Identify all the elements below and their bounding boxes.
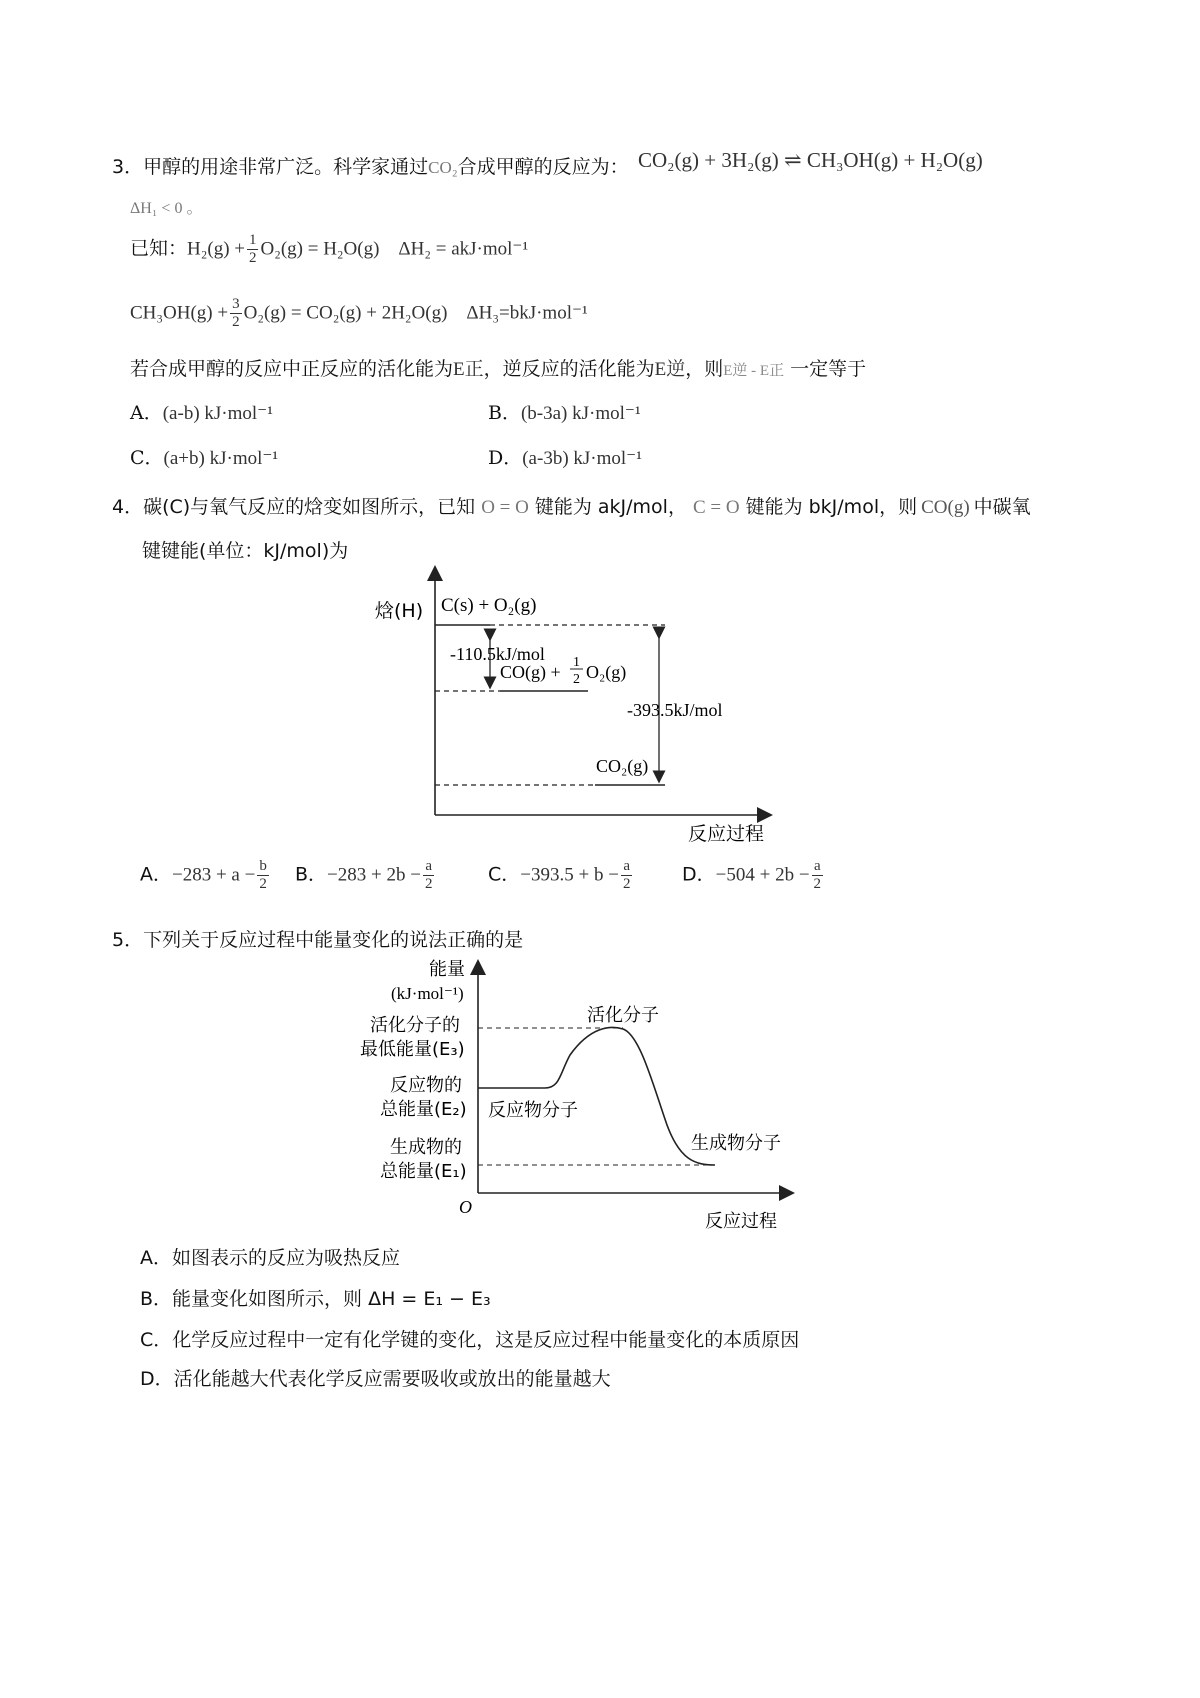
option-text: −283 + 2b − [327, 864, 421, 886]
option-label: D． [488, 447, 523, 469]
q3-option-d[interactable] [488, 443, 642, 470]
reactant-molecule-label: 反应物分子 [488, 1100, 578, 1121]
e1-label-2: 总能量(E₁) [380, 1161, 467, 1182]
activated-molecule-label: 活化分子 [587, 1005, 659, 1026]
option-fraction [812, 858, 824, 893]
e2-label-1: 反应物的 [390, 1075, 462, 1096]
frac-num: a [423, 858, 435, 876]
q4-stem-line2: 键键能(单位：kJ/mol)为 [142, 540, 349, 562]
energy-diagram [355, 955, 805, 1240]
dh-large-label: -393.5kJ/mol [627, 700, 723, 720]
mid-level-label-a: CO(g) + [500, 662, 561, 682]
option-fraction [423, 858, 435, 893]
known-label: 已知： [130, 237, 188, 260]
eq1-frac-den: 2 [248, 250, 257, 266]
e-forward: E正 [453, 359, 484, 380]
q4-option-d[interactable] [682, 858, 825, 893]
eq1-left: H₂(g) + [187, 238, 245, 260]
option-text: −504 + 2b − [715, 864, 810, 886]
q5-stem [112, 925, 523, 952]
q4-option-b[interactable] [295, 858, 436, 893]
e1-label-1: 生成物的 [390, 1137, 462, 1158]
e-diff: E逆 - E正 [723, 363, 785, 379]
frac-den: 2 [813, 876, 822, 892]
option-label: C． [140, 1329, 173, 1351]
product-molecule-label: 生成物分子 [691, 1133, 781, 1154]
option-fraction [257, 858, 269, 893]
eq1-frac-num: 1 [248, 232, 257, 248]
frac-den: 2 [424, 876, 433, 892]
enthalpy-axis-label: 焓(H) [375, 600, 424, 622]
mid-frac-num: 1 [573, 655, 580, 670]
option-label: C． [488, 863, 521, 886]
frac-num: a [621, 858, 633, 876]
q3-stem [112, 152, 629, 179]
eq2-right: O₂(g) = CO₂(g) + 2H₂O(g) ΔH₃=bkJ·mol⁻¹ [243, 302, 588, 324]
reaction-process-label: 反应过程 [705, 1211, 777, 1232]
bond-oo: O = O [481, 497, 529, 518]
q5-number: 5． [112, 929, 144, 951]
enthalpy-diagram [370, 565, 800, 845]
mid-level-label-b: O₂(g) [586, 662, 627, 682]
e3-label-2: 最低能量(E₃) [360, 1039, 465, 1060]
bottom-level-label: CO₂(g) [596, 756, 649, 776]
option-text: 活化能越大代表化学反应需要吸收或放出的能量越大 [173, 1368, 611, 1390]
q3-known-eq1 [130, 232, 528, 267]
option-label: B． [488, 402, 521, 424]
top-level-label: C(s) + O₂(g) [441, 595, 537, 616]
eq1-right: O₂(g) = H₂O(g) ΔH₂ = akJ·mol⁻¹ [260, 238, 529, 260]
q4-number: 4． [112, 496, 144, 518]
frac-den: 2 [622, 876, 631, 892]
eq2-frac-num: 3 [232, 296, 240, 312]
q4-stem-c: 键能为 bkJ/mol，则 [745, 496, 918, 518]
option-label: A． [140, 1247, 172, 1269]
option-label: B． [295, 863, 328, 886]
q4-option-c[interactable] [488, 858, 634, 893]
q4-stem-b: 键能为 akJ/mol， [534, 496, 687, 518]
q3-option-b[interactable] [488, 398, 641, 425]
option-text: −393.5 + b − [520, 864, 619, 886]
frac-num: a [812, 858, 824, 876]
q5-option-a[interactable] [140, 1243, 400, 1270]
eq1-fraction [247, 232, 259, 267]
q3-option-a[interactable] [130, 398, 273, 425]
e-reverse: E逆 [654, 359, 686, 380]
option-text: (a-b) kJ·mol⁻¹ [162, 403, 273, 424]
option-label: A． [140, 863, 172, 886]
q3-stem-text-b: 合成甲醇的反应为： [457, 156, 629, 178]
dh-small-label: -110.5kJ/mol [450, 644, 545, 664]
q3-question [130, 354, 866, 381]
reaction-process-label: 反应过程 [688, 823, 765, 845]
eq2-left: CH₃OH(g) + [130, 302, 229, 324]
option-text: (a-3b) kJ·mol⁻¹ [522, 448, 642, 469]
q5-option-d[interactable] [140, 1364, 611, 1391]
q3-number: 3． [112, 156, 144, 178]
option-text: (b-3a) kJ·mol⁻¹ [520, 403, 641, 424]
q4-option-a[interactable] [140, 858, 271, 893]
origin-label: O [459, 1197, 472, 1217]
frac-num: b [259, 858, 267, 874]
q3-known-eq2 [130, 296, 588, 331]
q3-co2: CO₂ [428, 158, 458, 177]
y-label-unit: (kJ·mol⁻¹) [391, 984, 464, 1003]
q4-stem-a: 碳(C)与氧气反应的焓变如图所示，已知 [143, 496, 476, 518]
q3-stem-text-a: 甲醇的用途非常广泛。科学家通过 [143, 156, 429, 178]
energy-curve [478, 1027, 715, 1165]
q3-reaction: CO₂(g) + 3H₂(g) ⇌ CH₃OH(g) + H₂O(g) [638, 148, 983, 172]
e3-label-1: 活化分子的 [370, 1015, 460, 1036]
option-text: 如图表示的反应为吸热反应 [172, 1247, 401, 1269]
frac-den: 2 [259, 876, 267, 892]
q4-stem [112, 492, 1031, 519]
y-label-energy: 能量 [429, 959, 465, 980]
option-fraction [621, 858, 633, 893]
option-label: D． [140, 1368, 174, 1390]
ask-b: ，逆反应的活化能为 [483, 358, 655, 380]
option-text: 化学反应过程中一定有化学键的变化，这是反应过程中能量变化的本质原因 [172, 1329, 800, 1351]
option-label: B． [140, 1288, 173, 1310]
e2-label-2: 总能量(E₂) [380, 1099, 467, 1120]
q3-option-c[interactable] [130, 443, 278, 470]
option-text: −283 + a − [172, 864, 256, 886]
option-label: A． [130, 402, 163, 424]
bond-co: C = O [692, 497, 740, 518]
q3-dh1: ΔH₁ < 0 。 [130, 200, 203, 217]
option-text: 能量变化如图所示，则 ΔH = E₁ − E₃ [172, 1288, 491, 1310]
q5-option-c[interactable] [140, 1325, 799, 1352]
mid-frac-den: 2 [573, 672, 580, 687]
q4-stem-d: 中碳氧 [973, 496, 1031, 518]
q5-option-b[interactable] [140, 1284, 491, 1311]
option-label: D． [682, 863, 716, 886]
ask-d: 一定等于 [790, 358, 867, 380]
option-text: (a+b) kJ·mol⁻¹ [163, 448, 279, 469]
eq2-frac-den: 2 [232, 314, 240, 330]
q5-stem-text: 下列关于反应过程中能量变化的说法正确的是 [143, 929, 524, 951]
co-gas: CO(g) [921, 497, 970, 518]
ask-c: ，则 [685, 358, 724, 380]
ask-a: 若合成甲醇的反应中正反应的活化能为 [130, 358, 454, 380]
eq2-fraction [230, 296, 242, 331]
option-label: C． [130, 447, 164, 469]
